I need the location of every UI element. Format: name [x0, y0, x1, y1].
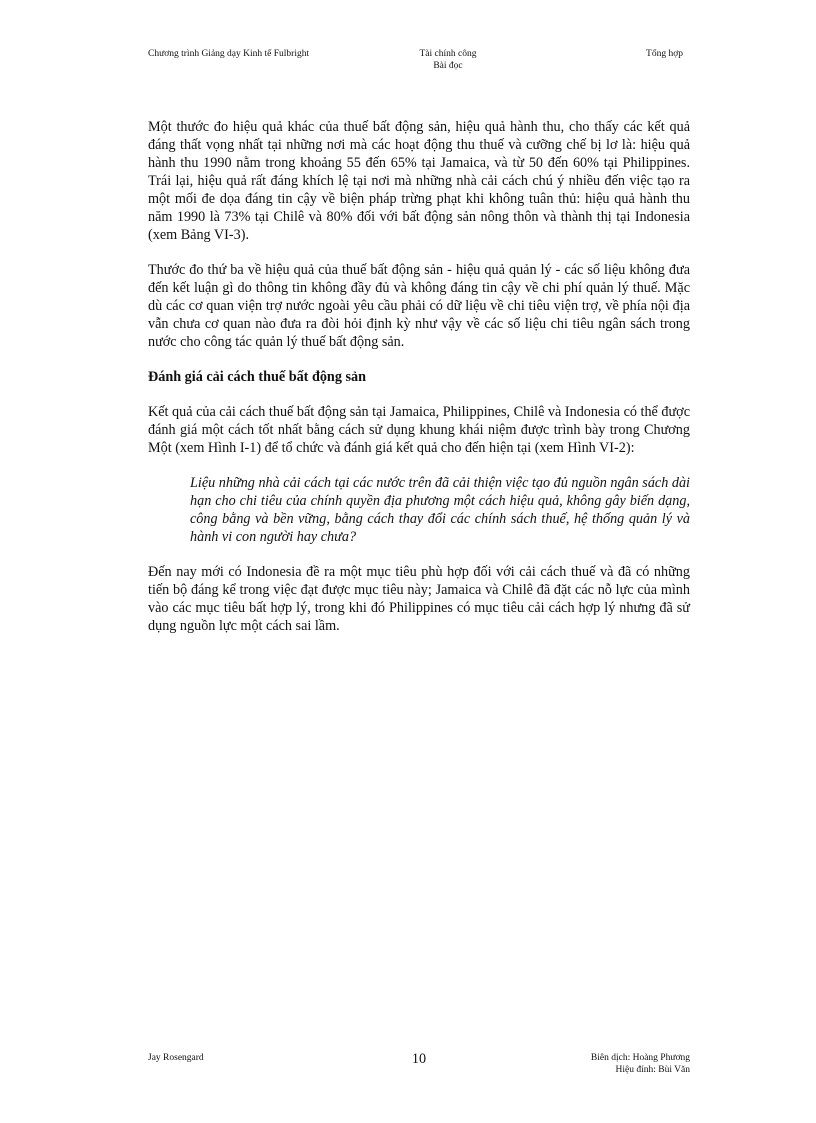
document-body — [148, 118, 690, 652]
header-program-name: Chương trình Giảng dạy Kinh tế Fulbright — [148, 49, 310, 59]
footer-editor: Hiệu đính: Bùi Văn — [615, 1065, 690, 1075]
page-number: 10 — [411, 1051, 427, 1067]
paragraph-administrative-efficiency: Thước đo thứ ba về hiệu quả của thuế bất động sản - hiệu quả quản lý - các số liệu không đưa đến kết luận gì do thông tin không đầy đủ và không đáng tin cậy về chi phí quản lý thuế. Mặc dù các cơ quan viện trợ nước ngoài yêu cầu phải có dữ liệu về chi tiêu viện trợ, về phía nội địa vẫn chưa cơ quan nào đưa ra đòi hỏi định kỳ như vậy về các số liệu chi tiêu ngân sách trong nước cho công tác quản lý thuế bất động sản. — [148, 262, 690, 350]
page-footer — [148, 1046, 690, 1086]
footer-author: Jay Rosengard — [148, 1053, 204, 1063]
paragraph-collection-efficiency: Một thước đo hiệu quả khác của thuế bất động sản, hiệu quả hành thu, cho thấy các kết quả đáng thất vọng nhất tại những nơi mà các hoạt động thu thuế và cưỡng chế bị lơ là: hiệu quả hành thu 1990 nằm trong khoảng 55 đến 65% tại Jamaica, và từ 50 đến 60% tại Philippines. Trái lại, hiệu quả rất đáng khích lệ tại nơi mà những nhà cải cách chú ý nhiều đến việc tạo ra một mối đe dọa đáng tin cậy về biện pháp trừng phạt khi không tuân thủ: hiệu quả hành thu năm 1990 là 73% tại Chilê và 80% đối với bất động sản nông thôn và thành thị tại Indonesia (xem Bảng VI-3). — [148, 119, 690, 243]
footer-translator: Biên dịch: Hoàng Phương — [590, 1053, 690, 1063]
header-section-label: Tổng hợp — [646, 49, 683, 59]
header-reading-label: Bài đọc — [433, 61, 463, 71]
paragraph-evaluation-framework: Kết quả của cải cách thuế bất động sản tại Jamaica, Philippines, Chilê và Indonesia có thể được đánh giá một cách tốt nhất bằng cách sử dụng khung khái niệm được trình bày trong Chương Một (xem Hình I-1) để tổ chức và đánh giá kết quả cho đến hiện tại (xem Hình VI-2): — [148, 404, 690, 456]
evaluation-question-quote: Liệu những nhà cải cách tại các nước trên đã cải thiện việc tạo đủ nguồn ngân sách dài hạn cho chi tiêu của chính quyền địa phương một cách hiệu quả, không gây biến dạng, công bằng và bền vững, bằng cách thay đổi các chính sách thuế, hệ thống quản lý và hành vi con người hay chưa? — [190, 475, 690, 545]
section-heading: Đánh giá cải cách thuế bất động sản — [148, 369, 366, 385]
header-course-title — [388, 48, 508, 72]
paragraph-conclusion: Đến nay mới có Indonesia đề ra một mục tiêu phù hợp đối với cải cách thuế và đã có những tiến bộ đáng kể trong việc đạt được mục tiêu này; Jamaica và Chilê đã đặt các nỗ lực của mình vào các mục tiêu bất hợp lý, trong khi đó Philippines có mục tiêu cải cách hợp lý nhưng đã sử dụng nguồn lực một cách sai lầm. — [148, 564, 690, 634]
footer-credits — [591, 1052, 690, 1076]
page-header — [148, 48, 683, 78]
header-course-name: Tài chính công — [419, 49, 477, 59]
